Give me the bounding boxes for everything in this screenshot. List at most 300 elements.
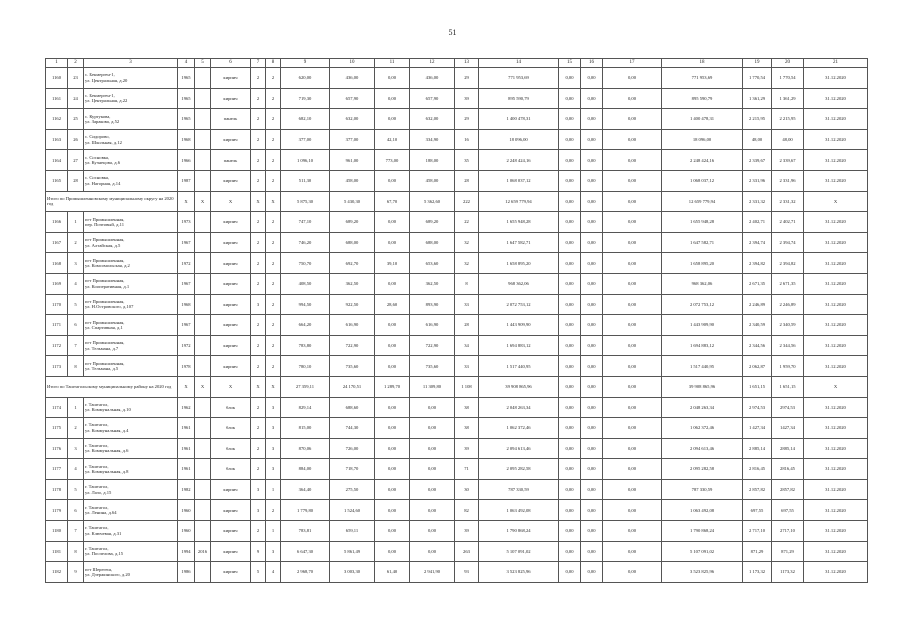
table-cell: 9 bbox=[68, 562, 84, 583]
table-row bbox=[46, 479, 868, 500]
table-cell: 2 671,35 bbox=[743, 273, 772, 294]
address-line: г. Таштагол, bbox=[85, 504, 109, 510]
table-cell: 783,80 bbox=[281, 335, 330, 356]
table-cell: 616,90 bbox=[330, 315, 375, 336]
address-line: пгт Промышленная, bbox=[85, 216, 125, 222]
table-cell: 0,00 bbox=[603, 376, 662, 397]
table-cell: 33 bbox=[455, 356, 479, 377]
table-cell: 1 427,34 bbox=[743, 418, 772, 439]
table-cell: блок bbox=[211, 459, 251, 480]
table-row bbox=[46, 418, 868, 439]
table-cell: 1 770,54 bbox=[772, 68, 804, 89]
table-cell: 0,00 bbox=[559, 315, 581, 336]
table-cell: 3 bbox=[266, 459, 281, 480]
column-number-row bbox=[46, 59, 868, 68]
table-cell: кирпич bbox=[211, 170, 251, 191]
table-cell: 0,00 bbox=[603, 88, 662, 109]
table-cell: 3 bbox=[251, 294, 266, 315]
table-cell: 3 bbox=[251, 479, 266, 500]
table-cell: 0,00 bbox=[603, 459, 662, 480]
table-cell bbox=[195, 294, 211, 315]
table-cell: 1 096,10 bbox=[281, 150, 330, 171]
table-cell: 0,00 bbox=[603, 335, 662, 356]
table-cell: 2 402,71 bbox=[743, 212, 772, 233]
table-cell: 31.12.2020 bbox=[804, 68, 868, 89]
column-number-cell: 9 bbox=[281, 59, 330, 68]
table-cell bbox=[195, 212, 211, 233]
table-cell: 718,70 bbox=[330, 459, 375, 480]
table-cell: 31.12.2020 bbox=[804, 541, 868, 562]
table-cell: X bbox=[195, 191, 211, 212]
table-cell: 1967 bbox=[178, 315, 195, 336]
table-cell: 0,00 bbox=[375, 500, 410, 521]
table-cell: 8 bbox=[68, 356, 84, 377]
table-cell: 689,20 bbox=[410, 212, 455, 233]
table-cell: панель bbox=[211, 150, 251, 171]
table-cell: 38 bbox=[455, 397, 479, 418]
table-cell: 0,00 bbox=[603, 438, 662, 459]
column-number-cell: 20 bbox=[772, 59, 804, 68]
table-cell: 0,00 bbox=[581, 438, 603, 459]
housing-register-table bbox=[45, 58, 868, 583]
table-cell: 0,00 bbox=[375, 170, 410, 191]
table-cell: 657,90 bbox=[410, 88, 455, 109]
table-total-row bbox=[46, 376, 868, 397]
table-cell: 1960 bbox=[178, 500, 195, 521]
address-cell bbox=[84, 521, 178, 542]
table-cell: 0,00 bbox=[375, 479, 410, 500]
column-number-cell: 17 bbox=[603, 59, 662, 68]
table-cell: 1 443 909,90 bbox=[662, 315, 743, 336]
table-cell: 39 bbox=[455, 521, 479, 542]
table-cell: 377,00 bbox=[281, 129, 330, 150]
table-cell: 620,00 bbox=[281, 68, 330, 89]
table-cell: 31.12.2020 bbox=[804, 232, 868, 253]
table-cell: 0,00 bbox=[375, 68, 410, 89]
address-cell bbox=[84, 109, 178, 130]
table-cell: 31.12.2020 bbox=[804, 521, 868, 542]
table-cell: 735,60 bbox=[410, 356, 455, 377]
table-cell: 0,00 bbox=[603, 500, 662, 521]
table-cell: блок bbox=[211, 418, 251, 439]
table-cell: 0,00 bbox=[581, 541, 603, 562]
table-cell: 0,00 bbox=[603, 170, 662, 191]
table-cell: 1 068 037,12 bbox=[662, 170, 743, 191]
address-line: г. Таштагол, bbox=[85, 443, 109, 449]
address-cell bbox=[84, 294, 178, 315]
table-cell: панель bbox=[211, 109, 251, 130]
table-cell: 1972 bbox=[178, 253, 195, 274]
table-cell: 31.12.2020 bbox=[804, 315, 868, 336]
table-cell: 1961 bbox=[178, 459, 195, 480]
table-cell: 0,00 bbox=[581, 170, 603, 191]
table-cell: 994,50 bbox=[281, 294, 330, 315]
table-cell: 746,20 bbox=[281, 232, 330, 253]
table-cell: 616,90 bbox=[410, 315, 455, 336]
table-cell: 1 173,32 bbox=[743, 562, 772, 583]
table-cell: 0,00 bbox=[603, 541, 662, 562]
table-cell: 1 108 bbox=[455, 376, 479, 397]
table-cell: 0,00 bbox=[581, 273, 603, 294]
table-cell: 1427,34 bbox=[772, 418, 804, 439]
address-line: с. Бекмерген-1, bbox=[85, 72, 115, 78]
table-cell: 0,00 bbox=[559, 521, 581, 542]
table-cell: 1965 bbox=[178, 88, 195, 109]
table-cell bbox=[195, 335, 211, 356]
table-cell: 664,20 bbox=[281, 315, 330, 336]
table-cell: 2 344,56 bbox=[743, 335, 772, 356]
table-cell: 0,00 bbox=[375, 273, 410, 294]
table-cell: 0,00 bbox=[581, 68, 603, 89]
table-cell: 1165 bbox=[46, 170, 68, 191]
column-number-cell: 14 bbox=[479, 59, 559, 68]
table-cell: 5 430,30 bbox=[330, 191, 375, 212]
table-cell: 0,00 bbox=[559, 397, 581, 418]
table-cell: 689,20 bbox=[330, 212, 375, 233]
table-cell: 18 096,00 bbox=[662, 129, 743, 150]
table-cell: 0,00 bbox=[581, 356, 603, 377]
table-cell: 0,00 bbox=[559, 335, 581, 356]
address-line: ул. Н.Островского, д.107 bbox=[85, 304, 134, 310]
table-cell: 12 659 779,94 bbox=[479, 191, 559, 212]
table-cell: 2 bbox=[266, 170, 281, 191]
table-cell: 744,30 bbox=[330, 418, 375, 439]
table-cell: 1961 bbox=[178, 418, 195, 439]
table-cell: кирпич bbox=[211, 212, 251, 233]
table-cell: 0,00 bbox=[581, 253, 603, 274]
table-cell: 5 bbox=[68, 294, 84, 315]
table-cell bbox=[195, 459, 211, 480]
table-cell bbox=[195, 232, 211, 253]
table-cell: 1 655 948,28 bbox=[662, 212, 743, 233]
address-line: ул. Тельмана, д.7 bbox=[85, 345, 119, 351]
table-cell bbox=[195, 88, 211, 109]
table-cell: 1 361,29 bbox=[743, 88, 772, 109]
table-row bbox=[46, 253, 868, 274]
table-cell: 0,00 bbox=[581, 335, 603, 356]
table-cell: 4 bbox=[68, 273, 84, 294]
table-cell: 25 bbox=[68, 109, 84, 130]
table-cell: 2 094 613,46 bbox=[662, 438, 743, 459]
address-line: ул. Ленина, д.64 bbox=[85, 510, 117, 516]
table-cell: 71 bbox=[455, 459, 479, 480]
table-cell: кирпич bbox=[211, 356, 251, 377]
table-row bbox=[46, 170, 868, 191]
table-cell: X bbox=[251, 191, 266, 212]
table-cell: 1182 bbox=[46, 562, 68, 583]
table-cell: 0,00 bbox=[581, 109, 603, 130]
table-cell: 3 003,30 bbox=[330, 562, 375, 583]
table-row bbox=[46, 88, 868, 109]
table-cell: 0,00 bbox=[559, 418, 581, 439]
table-cell: 2 bbox=[251, 418, 266, 439]
table-cell: 31.12.2020 bbox=[804, 88, 868, 109]
table-cell: 2 bbox=[266, 150, 281, 171]
table-cell: 0,00 bbox=[581, 376, 603, 397]
table-cell: 31.12.2020 bbox=[804, 212, 868, 233]
table-cell: 2 340,59 bbox=[743, 315, 772, 336]
table-cell bbox=[195, 68, 211, 89]
address-cell bbox=[84, 500, 178, 521]
table-cell: 2 339,67 bbox=[743, 150, 772, 171]
table-total-row bbox=[46, 191, 868, 212]
table-cell: 31.12.2020 bbox=[804, 273, 868, 294]
table-cell: 1966 bbox=[178, 150, 195, 171]
table-cell: 2 394,82 bbox=[772, 253, 804, 274]
table-cell: блок bbox=[211, 397, 251, 418]
table-cell: 632,00 bbox=[410, 109, 455, 130]
address-cell bbox=[84, 356, 178, 377]
table-cell: 5 362,60 bbox=[410, 191, 455, 212]
table-cell: 2 bbox=[68, 418, 84, 439]
table-cell: 34 bbox=[455, 335, 479, 356]
table-cell: 2885,14 bbox=[772, 438, 804, 459]
table-cell: 3 bbox=[68, 253, 84, 274]
table-cell: 28 bbox=[455, 315, 479, 336]
address-line: с. Сидорово, bbox=[85, 134, 110, 140]
table-cell bbox=[195, 109, 211, 130]
table-cell: 82 bbox=[455, 500, 479, 521]
table-cell: 6 647,30 bbox=[281, 541, 330, 562]
table-cell: 0,00 bbox=[603, 562, 662, 583]
table-cell bbox=[195, 479, 211, 500]
table-cell: 780,10 bbox=[281, 356, 330, 377]
table-cell: 26 bbox=[68, 129, 84, 150]
column-number-cell: 12 bbox=[410, 59, 455, 68]
column-number-cell: 1 bbox=[46, 59, 68, 68]
table-cell: 3 bbox=[266, 438, 281, 459]
table-cell: 0,00 bbox=[559, 212, 581, 233]
table-cell: 0,00 bbox=[375, 356, 410, 377]
table-cell: 23 bbox=[68, 68, 84, 89]
address-line: ул. Коммунальная, д.10 bbox=[85, 407, 131, 413]
table-cell: 0,00 bbox=[410, 418, 455, 439]
table-cell: 0,00 bbox=[410, 541, 455, 562]
table-cell: 2 394,74 bbox=[772, 232, 804, 253]
table-cell: 2 bbox=[251, 438, 266, 459]
table-cell: 1982 bbox=[178, 479, 195, 500]
column-number-cell: 7 bbox=[251, 59, 266, 68]
address-line: ул. Центральная, д.20 bbox=[85, 77, 128, 83]
table-cell: 1 651,15 bbox=[772, 376, 804, 397]
table-cell: 871,29 bbox=[743, 541, 772, 562]
table-cell: 2 885,14 bbox=[743, 438, 772, 459]
table-cell: 1987 bbox=[178, 170, 195, 191]
table-cell: 2 248 424,16 bbox=[479, 150, 559, 171]
table-cell: 7 bbox=[68, 521, 84, 542]
table-cell: 8 bbox=[455, 273, 479, 294]
table-cell bbox=[195, 170, 211, 191]
table-cell: 922,50 bbox=[330, 294, 375, 315]
table-cell: 2 048 263,34 bbox=[662, 397, 743, 418]
table-cell: кирпич bbox=[211, 335, 251, 356]
table-cell: 0,00 bbox=[559, 562, 581, 583]
table-cell: 31.12.2020 bbox=[804, 397, 868, 418]
table-cell: 2 402,71 bbox=[772, 212, 804, 233]
address-line: ул. Спартивная, д.1 bbox=[85, 324, 123, 330]
table-cell: 2 bbox=[251, 315, 266, 336]
table-cell: 1967 bbox=[178, 273, 195, 294]
table-cell: 1160 bbox=[46, 68, 68, 89]
column-number-cell: 18 bbox=[662, 59, 743, 68]
address-line: пгт Промышленная, bbox=[85, 278, 125, 284]
table-cell: 1166 bbox=[46, 212, 68, 233]
table-cell: 2 344,56 bbox=[772, 335, 804, 356]
table-cell: 275,50 bbox=[330, 479, 375, 500]
table-cell: 0,00 bbox=[559, 170, 581, 191]
table-cell: 5 107 091,02 bbox=[662, 541, 743, 562]
table-cell: кирпич bbox=[211, 253, 251, 274]
table-cell bbox=[195, 438, 211, 459]
table-cell: 0,00 bbox=[603, 356, 662, 377]
table-cell: 1 bbox=[68, 212, 84, 233]
table-cell: 1161 bbox=[46, 88, 68, 109]
table-cell: 1 063 492,08 bbox=[662, 500, 743, 521]
table-cell: 408,50 bbox=[281, 273, 330, 294]
table-cell: 31.12.2020 bbox=[804, 129, 868, 150]
address-cell bbox=[84, 273, 178, 294]
table-cell: 39 bbox=[455, 88, 479, 109]
table-cell: 0,00 bbox=[581, 459, 603, 480]
table-cell: 1 658 895,20 bbox=[662, 253, 743, 274]
table-cell: 11 309,80 bbox=[410, 376, 455, 397]
table-cell: 697,55 bbox=[743, 500, 772, 521]
address-cell bbox=[84, 315, 178, 336]
table-cell: 3 bbox=[68, 438, 84, 459]
table-cell: 0,00 bbox=[559, 150, 581, 171]
table-cell: 2 094 613,46 bbox=[479, 438, 559, 459]
table-cell: 0,00 bbox=[581, 315, 603, 336]
table-cell: 31.12.2020 bbox=[804, 562, 868, 583]
table-cell: X bbox=[178, 191, 195, 212]
table-cell: 1169 bbox=[46, 273, 68, 294]
table-cell: 735,60 bbox=[330, 356, 375, 377]
table-cell: 362,50 bbox=[410, 273, 455, 294]
table-cell: 1 651,15 bbox=[743, 376, 772, 397]
table-cell: 1 658 895,20 bbox=[479, 253, 559, 274]
table-cell: 42,10 bbox=[375, 129, 410, 150]
column-number-cell: 21 bbox=[804, 59, 868, 68]
table-cell: 31.12.2020 bbox=[804, 459, 868, 480]
table-cell: 2 bbox=[251, 273, 266, 294]
table-row bbox=[46, 109, 868, 130]
table-cell: 0,00 bbox=[559, 459, 581, 480]
table-cell: 0,00 bbox=[375, 88, 410, 109]
table-cell: 2 bbox=[251, 253, 266, 274]
table-cell: 1173,32 bbox=[772, 562, 804, 583]
table-cell: 2 bbox=[251, 170, 266, 191]
table-cell: 30 bbox=[455, 479, 479, 500]
table-cell: 0,00 bbox=[603, 191, 662, 212]
table-cell: 31.12.2020 bbox=[804, 294, 868, 315]
table-cell: 0,00 bbox=[603, 294, 662, 315]
table-cell: 1173 bbox=[46, 356, 68, 377]
table-cell: 2 bbox=[251, 521, 266, 542]
table-cell: 6 bbox=[68, 500, 84, 521]
table-cell: кирпич bbox=[211, 541, 251, 562]
table-cell: 0,00 bbox=[559, 438, 581, 459]
table-cell: 61,40 bbox=[375, 562, 410, 583]
address-line: с. Бекмерген-1, bbox=[85, 92, 115, 98]
table-cell: 1178 bbox=[46, 479, 68, 500]
total-label-cell: Итого по Промышленновскому муниципальному округу на 2020 год bbox=[46, 191, 178, 212]
table-cell: 2 331,96 bbox=[772, 170, 804, 191]
table-cell: 2 394,82 bbox=[743, 253, 772, 274]
table-cell: 0,00 bbox=[375, 541, 410, 562]
table-cell: 0,00 bbox=[581, 294, 603, 315]
table-cell: 31.12.2020 bbox=[804, 500, 868, 521]
table-cell: 1961 bbox=[178, 438, 195, 459]
table-cell: 750,70 bbox=[281, 253, 330, 274]
table-cell: 3 bbox=[266, 418, 281, 439]
column-number-cell: 6 bbox=[211, 59, 251, 68]
address-line: пгт Промышленная, bbox=[85, 360, 125, 366]
table-cell: X bbox=[266, 191, 281, 212]
table-cell: 2 246,89 bbox=[772, 294, 804, 315]
table-cell: 0,00 bbox=[375, 335, 410, 356]
table-cell: 7 bbox=[68, 335, 84, 356]
address-cell bbox=[84, 212, 178, 233]
table-cell: 1170 bbox=[46, 294, 68, 315]
table-cell: 0,00 bbox=[581, 150, 603, 171]
table-cell: 39 908 865,96 bbox=[662, 376, 743, 397]
table-cell: 1180 bbox=[46, 521, 68, 542]
table-cell: 0,00 bbox=[375, 315, 410, 336]
table-cell: 458,00 bbox=[410, 170, 455, 191]
table-cell: 5 bbox=[251, 562, 266, 583]
table-cell: 2016 bbox=[195, 541, 211, 562]
table-cell: 263 bbox=[455, 541, 479, 562]
address-line: ул. Поспелова, д.15 bbox=[85, 551, 124, 557]
address-cell bbox=[84, 129, 178, 150]
address-line: ул. Тельмана, д.5 bbox=[85, 366, 119, 372]
table-cell bbox=[195, 397, 211, 418]
table-cell: 815,00 bbox=[281, 418, 330, 439]
table-cell: 0,00 bbox=[559, 500, 581, 521]
table-cell: 961,00 bbox=[330, 150, 375, 171]
table-cell: 2 062,87 bbox=[743, 356, 772, 377]
table-cell: 0,00 bbox=[559, 232, 581, 253]
table-cell: 2 bbox=[251, 129, 266, 150]
address-line: ул. Коммунальная, д.6 bbox=[85, 448, 129, 454]
table-row bbox=[46, 521, 868, 542]
table-cell: 32 bbox=[455, 232, 479, 253]
table-cell: 0,00 bbox=[581, 521, 603, 542]
table-cell: 2 bbox=[251, 109, 266, 130]
table-cell: 1 443 909,90 bbox=[479, 315, 559, 336]
table-cell: 2816,45 bbox=[772, 459, 804, 480]
table-cell: 0,00 bbox=[375, 109, 410, 130]
table-cell: 0,00 bbox=[410, 438, 455, 459]
table-cell: 0,00 bbox=[581, 88, 603, 109]
table-cell bbox=[195, 129, 211, 150]
table-cell: 0,00 bbox=[581, 129, 603, 150]
address-cell bbox=[84, 459, 178, 480]
table-cell: X bbox=[211, 376, 251, 397]
table-cell: 2 072 753,12 bbox=[479, 294, 559, 315]
table-cell: 0,00 bbox=[603, 253, 662, 274]
table-cell: 2 048 263,34 bbox=[479, 397, 559, 418]
table-cell: 0,00 bbox=[410, 397, 455, 418]
address-cell bbox=[84, 170, 178, 191]
table-cell: 39,10 bbox=[375, 253, 410, 274]
table-cell: X bbox=[178, 376, 195, 397]
table-cell: 0,00 bbox=[559, 109, 581, 130]
table-cell: 1 770,54 bbox=[743, 68, 772, 89]
table-cell: 747,10 bbox=[281, 212, 330, 233]
address-cell bbox=[84, 232, 178, 253]
address-cell bbox=[84, 479, 178, 500]
